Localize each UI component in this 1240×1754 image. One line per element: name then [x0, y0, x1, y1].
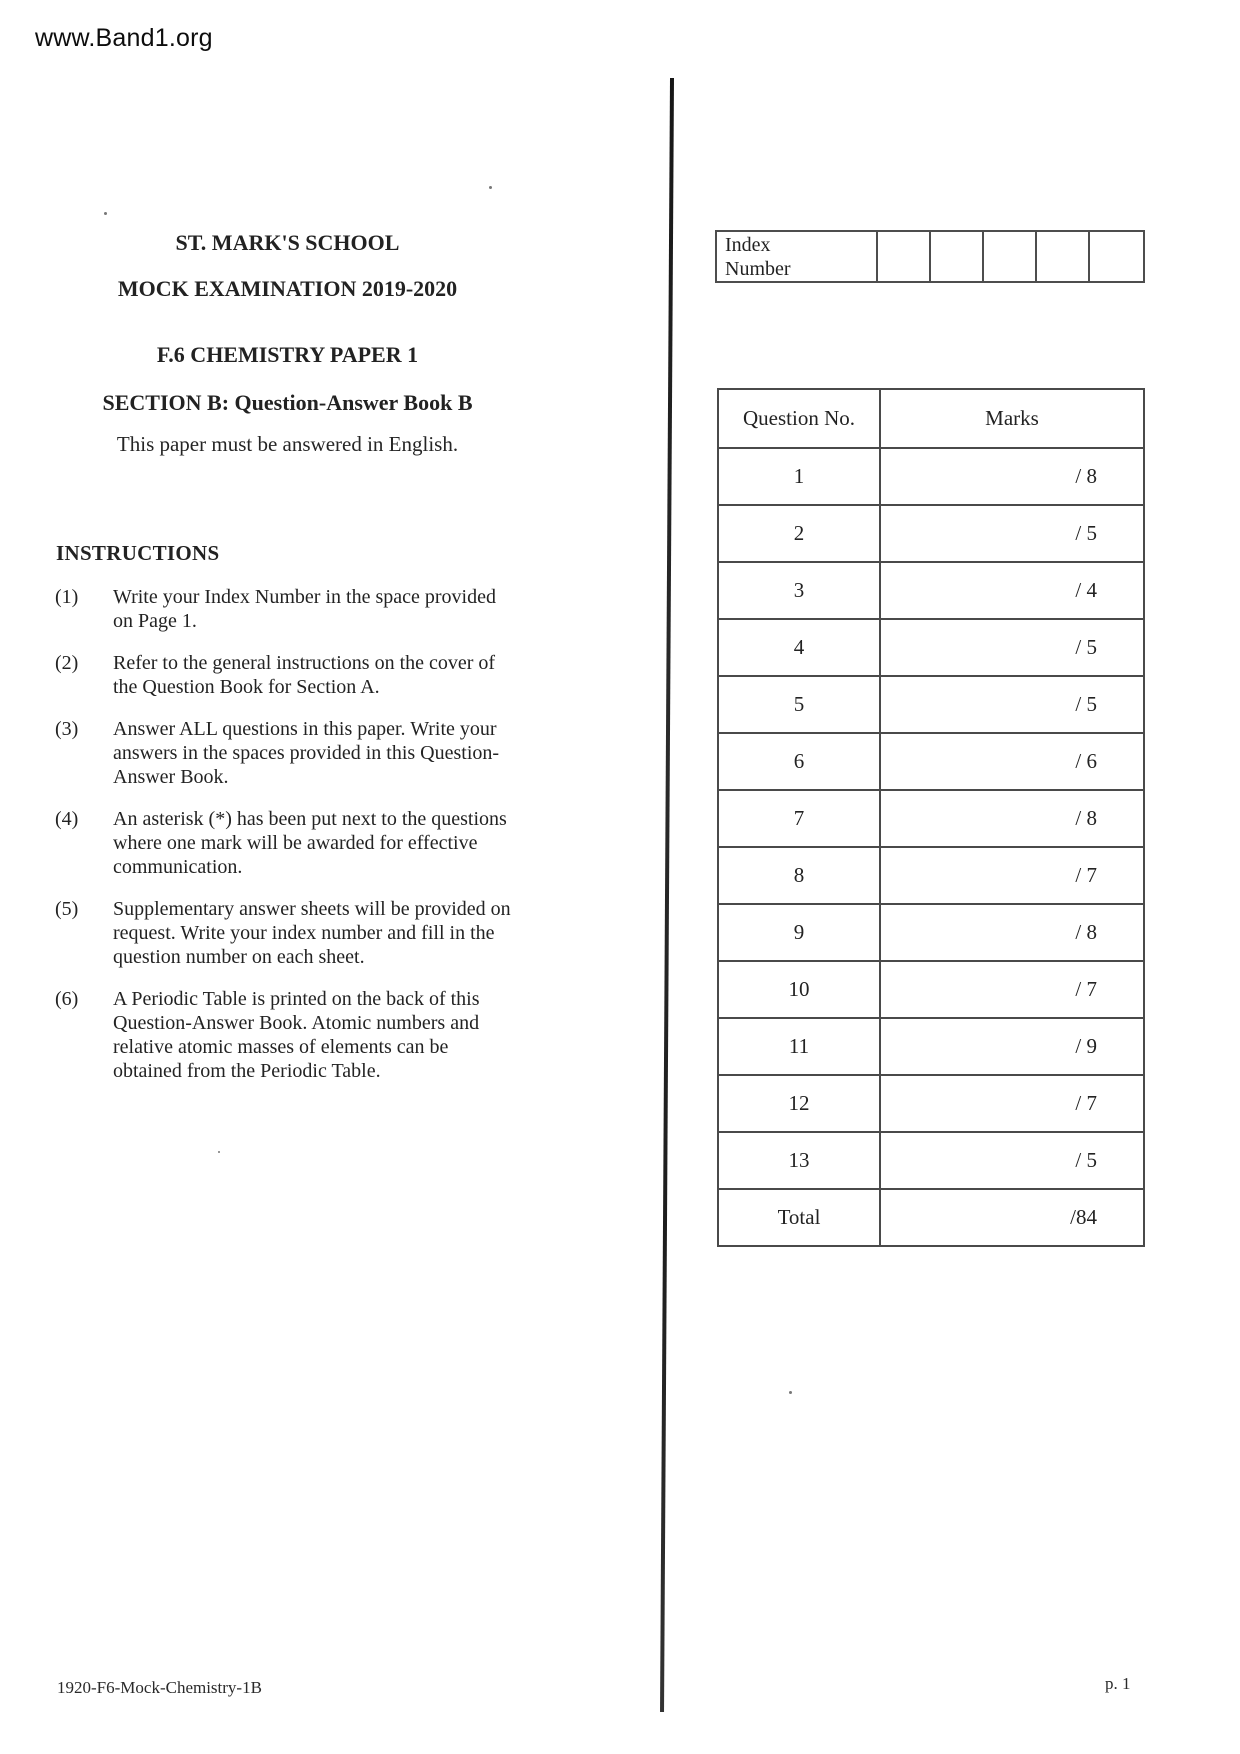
table-row — [718, 619, 1144, 676]
marks-value: / 5 — [880, 505, 1144, 562]
table-row — [718, 1018, 1144, 1075]
table-row — [718, 790, 1144, 847]
instruction-number: (4) — [55, 808, 79, 830]
instruction-text: An asterisk (*) has been put next to the questions where one mark will be awarded for effective communication. — [113, 808, 507, 878]
total-marks-value: /84 — [880, 1189, 1144, 1246]
document-code: 1920-F6-Mock-Chemistry-1B — [57, 1678, 262, 1697]
instruction-text: Write your Index Number in the space provided on Page 1. — [113, 586, 496, 632]
section-title: SECTION B: Question-Answer Book B — [102, 390, 473, 415]
question-number: 7 — [718, 790, 880, 847]
question-number: 11 — [718, 1018, 880, 1075]
index-label-line1: Index — [725, 234, 771, 256]
marks-value: / 7 — [880, 847, 1144, 904]
index-digit-cell — [1037, 232, 1090, 281]
question-number: 8 — [718, 847, 880, 904]
index-number-box — [715, 230, 1145, 283]
table-row — [718, 676, 1144, 733]
table-row — [718, 847, 1144, 904]
total-label: Total — [718, 1189, 880, 1246]
paper-title: F.6 CHEMISTRY PAPER 1 — [156, 342, 419, 367]
question-number: 13 — [718, 1132, 880, 1189]
exam-title: MOCK EXAMINATION 2019-2020 — [117, 276, 458, 301]
marks-value: / 8 — [880, 904, 1144, 961]
index-digit-cell — [878, 232, 931, 281]
instruction-number: (3) — [55, 718, 79, 740]
question-number: 6 — [718, 733, 880, 790]
exam-header — [30, 230, 545, 457]
instruction-item — [55, 987, 523, 1083]
instruction-item — [55, 897, 523, 969]
table-row — [718, 505, 1144, 562]
question-number: 2 — [718, 505, 880, 562]
question-number: 10 — [718, 961, 880, 1018]
marks-value: / 5 — [880, 1132, 1144, 1189]
table-row — [718, 448, 1144, 505]
question-number: 12 — [718, 1075, 880, 1132]
instruction-item — [55, 585, 523, 633]
question-number: 5 — [718, 676, 880, 733]
instruction-number: (1) — [55, 586, 79, 608]
instruction-text: Answer ALL questions in this paper. Write your answers in the spaces provided in this Question-Answer Book. — [113, 718, 500, 788]
language-note: This paper must be answered in English. — [116, 432, 459, 456]
index-digit-cell — [1090, 232, 1143, 281]
index-digit-cell — [931, 232, 984, 281]
scan-speck — [218, 1151, 220, 1153]
marks-value: / 8 — [880, 448, 1144, 505]
page-number: p. 1 — [1105, 1674, 1131, 1693]
instruction-item — [55, 717, 523, 789]
scan-speck — [789, 1391, 792, 1394]
site-watermark: www.Band1.org — [35, 24, 213, 52]
instruction-number: (5) — [55, 898, 79, 920]
marks-value: / 5 — [880, 619, 1144, 676]
instruction-text: Supplementary answer sheets will be provided on request. Write your index number and fill in the question number on each sheet. — [113, 898, 511, 968]
index-number-label — [717, 232, 878, 281]
marks-value: / 7 — [880, 1075, 1144, 1132]
marks-header: Marks — [880, 389, 1144, 448]
marks-value: / 8 — [880, 790, 1144, 847]
marks-value: / 5 — [880, 676, 1144, 733]
scan-speck — [489, 186, 492, 189]
table-row — [718, 733, 1144, 790]
table-row — [718, 562, 1144, 619]
question-no-header: Question No. — [718, 389, 880, 448]
marks-value: / 6 — [880, 733, 1144, 790]
instruction-number: (2) — [55, 652, 79, 674]
instruction-text: Refer to the general instructions on the cover of the Question Book for Section A. — [113, 652, 496, 698]
table-row — [718, 961, 1144, 1018]
instruction-item — [55, 651, 523, 699]
table-row total-row — [718, 1189, 1144, 1246]
question-number: 1 — [718, 448, 880, 505]
school-name: ST. MARK'S SCHOOL — [175, 230, 400, 255]
marks-table — [717, 388, 1145, 1247]
question-number: 3 — [718, 562, 880, 619]
marks-value: / 4 — [880, 562, 1144, 619]
instruction-number: (6) — [55, 988, 79, 1010]
instruction-item — [55, 807, 523, 879]
marks-value: / 9 — [880, 1018, 1144, 1075]
scan-speck — [104, 212, 107, 215]
index-digit-cell — [984, 232, 1037, 281]
instructions-heading: INSTRUCTIONS — [56, 541, 220, 565]
page-spine-divider — [660, 78, 674, 1712]
question-number: 4 — [718, 619, 880, 676]
table-row — [718, 1075, 1144, 1132]
question-number: 9 — [718, 904, 880, 961]
table-row — [718, 1132, 1144, 1189]
marks-table-header-row — [718, 389, 1144, 448]
table-row — [718, 904, 1144, 961]
instruction-text: A Periodic Table is printed on the back of this Question-Answer Book. Atomic numbers and relative atomic masses of elements can be obtained from the Periodic Table. — [113, 988, 480, 1082]
index-label-line2: Number — [725, 258, 791, 280]
instructions-list — [55, 585, 523, 1101]
marks-value: / 7 — [880, 961, 1144, 1018]
